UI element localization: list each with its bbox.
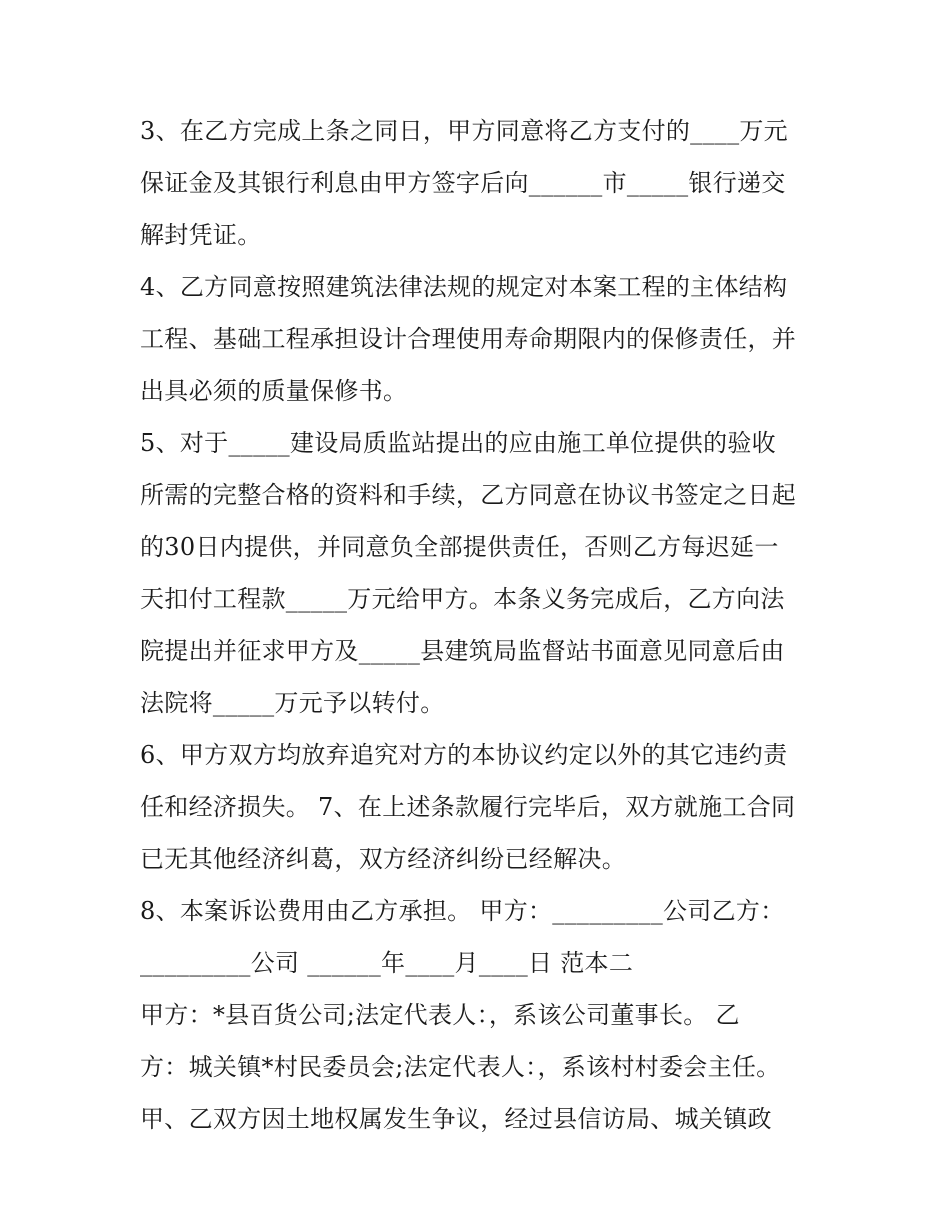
text-line: 任和经济损失。 7、在上述条款履行完毕后，双方就施工合同 [140, 793, 796, 821]
text-line: 甲方：*县百货公司;法定代表人：，系该公司董事长。 乙 [140, 1001, 740, 1029]
text-line: 4、乙方同意按照建筑法律法规的规定对本案工程的主体结构 [140, 273, 788, 301]
text-line: 甲、乙双方因土地权属发生争议，经过县信访局、城关镇政 [140, 1105, 772, 1133]
text-line: 工程、基础工程承担设计合理使用寿命期限内的保修责任，并 [140, 325, 797, 353]
text-line: 6、甲方双方均放弃追究对方的本协议约定以外的其它违约责 [140, 741, 788, 769]
text-line: 天扣付工程款_____万元给甲方。本条义务完成后，乙方向法 [140, 585, 785, 613]
text-line: 解封凭证。 [140, 221, 262, 249]
text-line: _________公司 ______年____月____日 范本二 [140, 949, 634, 977]
text-line: 8、本案诉讼费用由乙方承担。 甲方：_________公司乙方： [140, 897, 785, 925]
text-line: 法院将_____万元予以转付。 [140, 689, 445, 717]
text-line: 方：城关镇*村民委员会;法定代表人：，系该村村委会主任。 [140, 1053, 781, 1081]
text-line: 所需的完整合格的资料和手续，乙方同意在协议书签定之日起 [140, 481, 797, 509]
text-line: 3、在乙方完成上条之同日，甲方同意将乙方支付的____万元 [140, 117, 788, 145]
text-line: 院提出并征求甲方及_____县建筑局监督站书面意见同意后由 [140, 637, 785, 665]
document-body [140, 105, 840, 1145]
text-line: 保证金及其银行利息由甲方签字后向______市_____银行递交 [140, 169, 786, 197]
text-line: 的30日内提供，并同意负全部提供责任，否则乙方每迟延一 [140, 533, 779, 561]
text-line: 5、对于_____建设局质监站提出的应由施工单位提供的验收 [140, 429, 776, 457]
text-line: 已无其他经济纠葛，双方经济纠纷已经解决。 [140, 845, 626, 873]
text-line: 出具必须的质量保修书。 [140, 377, 408, 405]
